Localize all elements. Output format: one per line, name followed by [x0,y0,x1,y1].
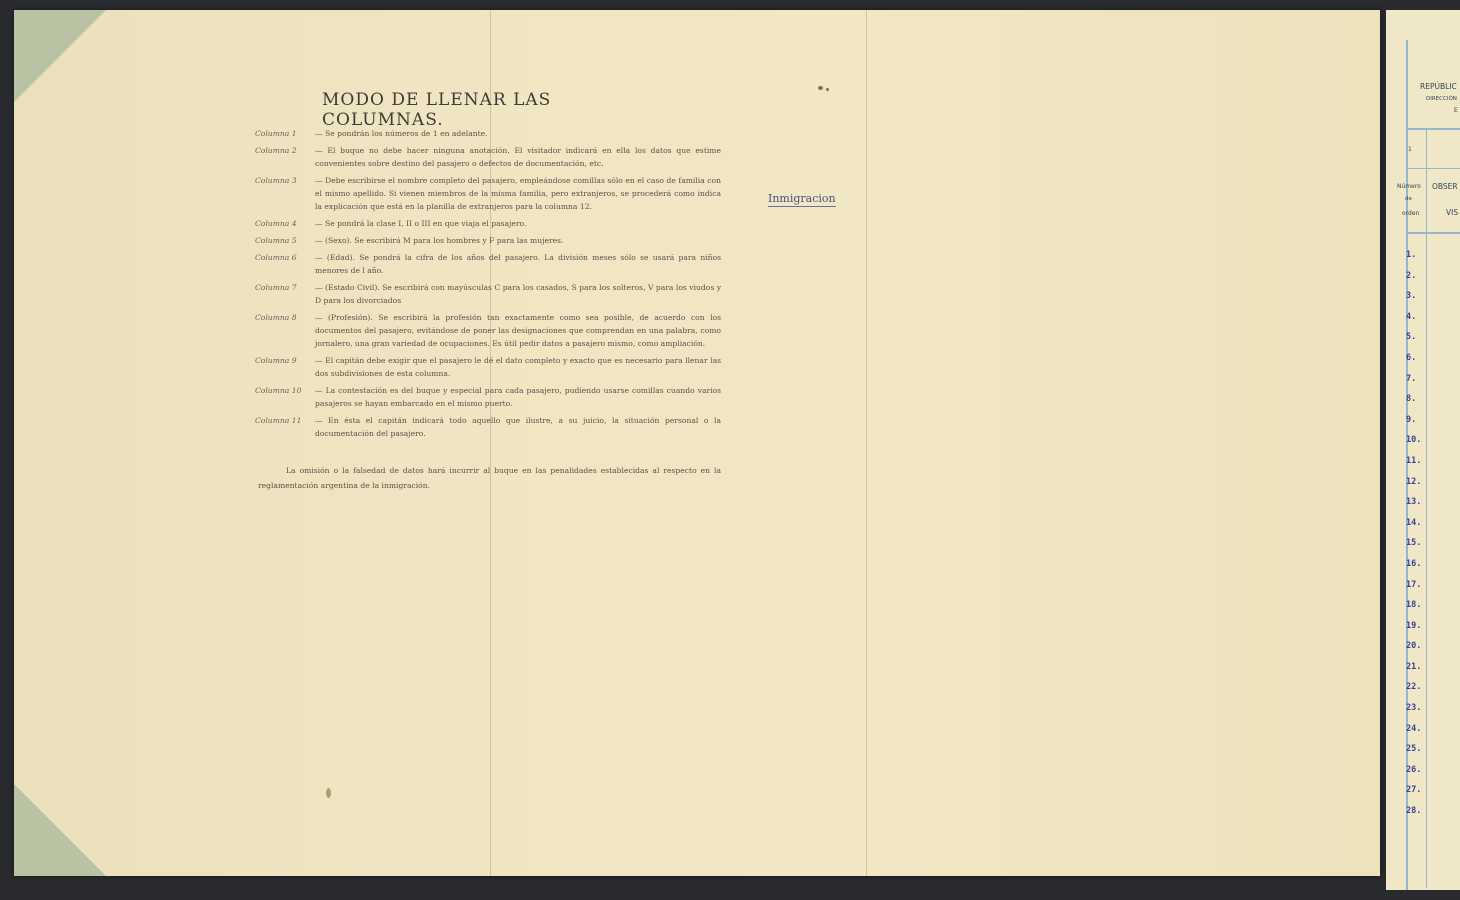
stain-spot [326,788,331,798]
column-number: 10 [291,386,302,395]
row-number: 7. [1406,373,1417,384]
row-number: 21. [1406,661,1422,672]
column-label: Columna [255,313,290,322]
row-number: 18. [1406,600,1422,611]
form-rule [1406,168,1460,169]
instruction-text: — En ésta el capitán indicará todo aquello que ilustre, a su juicio, la situación personal o la documentación del pasajero. [315,416,721,438]
form-col-numero: Número [1397,183,1421,190]
column-number: 6 [291,253,297,262]
row-number: 17. [1406,579,1422,590]
instruction-text: — (Edad). Se pondrá la cifra de los años del pasajero. La división meses sólo se usará para niños menores de l año. [315,253,721,275]
row-number: 23. [1406,703,1422,714]
row-number: 27. [1406,785,1422,796]
form-header-direccion: DIRECCIÓN [1426,96,1457,102]
instruction-text: — El capitán debe exigir que el pasajero le dé el dato completo y exacto que es necesario para llenar las dos subdivisiones de esta columna. [315,356,721,378]
row-number: 13. [1406,497,1422,508]
row-number-list [1406,250,1436,827]
instruction-row [255,251,721,277]
row-number: 14. [1406,517,1422,528]
form-column-index: 1 [1408,146,1412,153]
column-number: 2 [291,146,297,155]
instruction-row [255,217,721,230]
row-number: 10. [1406,435,1422,446]
row-number: 19. [1406,620,1422,631]
row-number: 26. [1406,764,1422,775]
form-header-republic: REPÚBLIC [1420,82,1457,91]
row-number: 6. [1406,352,1417,363]
column-label: Columna [255,219,290,228]
column-number: 5 [291,236,297,245]
form-col-visitador: VIS [1446,208,1459,217]
row-number: 8. [1406,394,1417,405]
instruction-text: — Debe escribirse el nombre completo del pasajero, empleándose comillas sólo en el caso de familia con el mismo apellido. Si vienen miembros de la misma familia, pero extranjeros, se procederá como indica la explicación que está en la planilla de extranjeros para la columna 12. [315,176,721,211]
column-label: Columna [255,236,290,245]
instruction-row [255,174,721,213]
column-label: Columna [255,356,290,365]
instruction-row [255,384,721,410]
column-number: 4 [291,219,297,228]
instruction-row [255,127,721,140]
row-number: 11. [1406,455,1422,466]
column-number: 8 [291,313,297,322]
instruction-text: — Se pondrá la clase I, II o III en que viaja el pasajero. [315,219,527,228]
row-number: 1. [1406,250,1417,260]
row-number: 22. [1406,682,1422,693]
instruction-text: — (Sexo). Se escribirá M para los hombres y F para las mujeres. [315,236,564,245]
form-col-observaciones: OBSER [1432,182,1458,191]
instruction-text: — La contestación es del buque y especial para cada pasajero, pudiendo usarse comillas cuando varios pasajeros se hayan embarcado en el mismo puerto. [315,386,721,408]
fold-line [866,10,867,876]
row-number: 20. [1406,641,1422,652]
form-header-e: E [1454,107,1458,114]
column-label: Columna [255,416,290,425]
page-title: MODO DE LLENAR LAS COLUMNAS. [322,90,552,130]
row-number: 12. [1406,476,1422,487]
instruction-row [255,354,721,380]
row-number: 3. [1406,291,1417,302]
instruction-text: — El buque no debe hacer ninguna anotación. El visitador indicará en ella los datos que estime convenientes sobre destino del pasajero o defectos de documentación, etc. [315,146,721,168]
photo-corner-bottom-left [14,784,106,876]
adjacent-form-page [1386,10,1460,890]
stain-spot [826,88,829,91]
column-label: Columna [255,386,290,395]
row-number: 5. [1406,332,1417,343]
row-number: 2. [1406,270,1417,281]
row-number: 16. [1406,558,1422,569]
instruction-row [255,414,721,440]
stain-spot [818,86,823,90]
instruction-text: — Se pondrán los números de 1 en adelante. [315,129,488,138]
column-number: 1 [291,129,297,138]
instruction-text: — (Profesión). Se escribirá la profesión tan exactamente como sea posible, de acuerdo con los documentos del pasajero, evitándose de poner las designaciones que comprendan en una palabra, como jornalero, una gran variedad de ocupaciones. Es útil pedir datos a pasajero mismo, como ampliación. [315,313,721,348]
column-label: Columna [255,253,290,262]
column-label: Columna [255,283,290,292]
row-number: 28. [1406,806,1422,817]
form-rule [1406,128,1460,130]
photo-corner-top-left [14,10,106,102]
column-number: 9 [291,356,297,365]
column-number: 11 [291,416,302,425]
column-label: Columna [255,176,290,185]
row-number: 4. [1406,311,1417,322]
instruction-text: — (Estado Civil). Se escribirá con mayúsculas C para los casados, S para los solteros, V para los viudos y D para los divorciados [315,283,721,305]
row-number: 15. [1406,538,1422,549]
column-number: 3 [291,176,297,185]
instruction-row [255,281,721,307]
column-number: 7 [291,283,297,292]
form-col-orden: orden [1402,210,1420,217]
column-label: Columna [255,146,290,155]
column-label: Columna [255,129,290,138]
inmigracion-stamp: Inmigracion [768,192,836,205]
footer-note: La omisión o la falsedad de datos hará incurrir al buque en las penalidades establecidas al respecto en la reglamentación argentina de la inmigración. [258,466,721,490]
instruction-row [255,234,721,247]
row-number: 9. [1406,414,1417,425]
instruction-row [255,144,721,170]
instruction-row [255,311,721,350]
row-number: 25. [1406,744,1422,755]
row-number: 24. [1406,723,1422,734]
column-instructions [255,127,721,444]
form-rule [1406,232,1460,234]
form-col-de: de [1405,196,1412,202]
